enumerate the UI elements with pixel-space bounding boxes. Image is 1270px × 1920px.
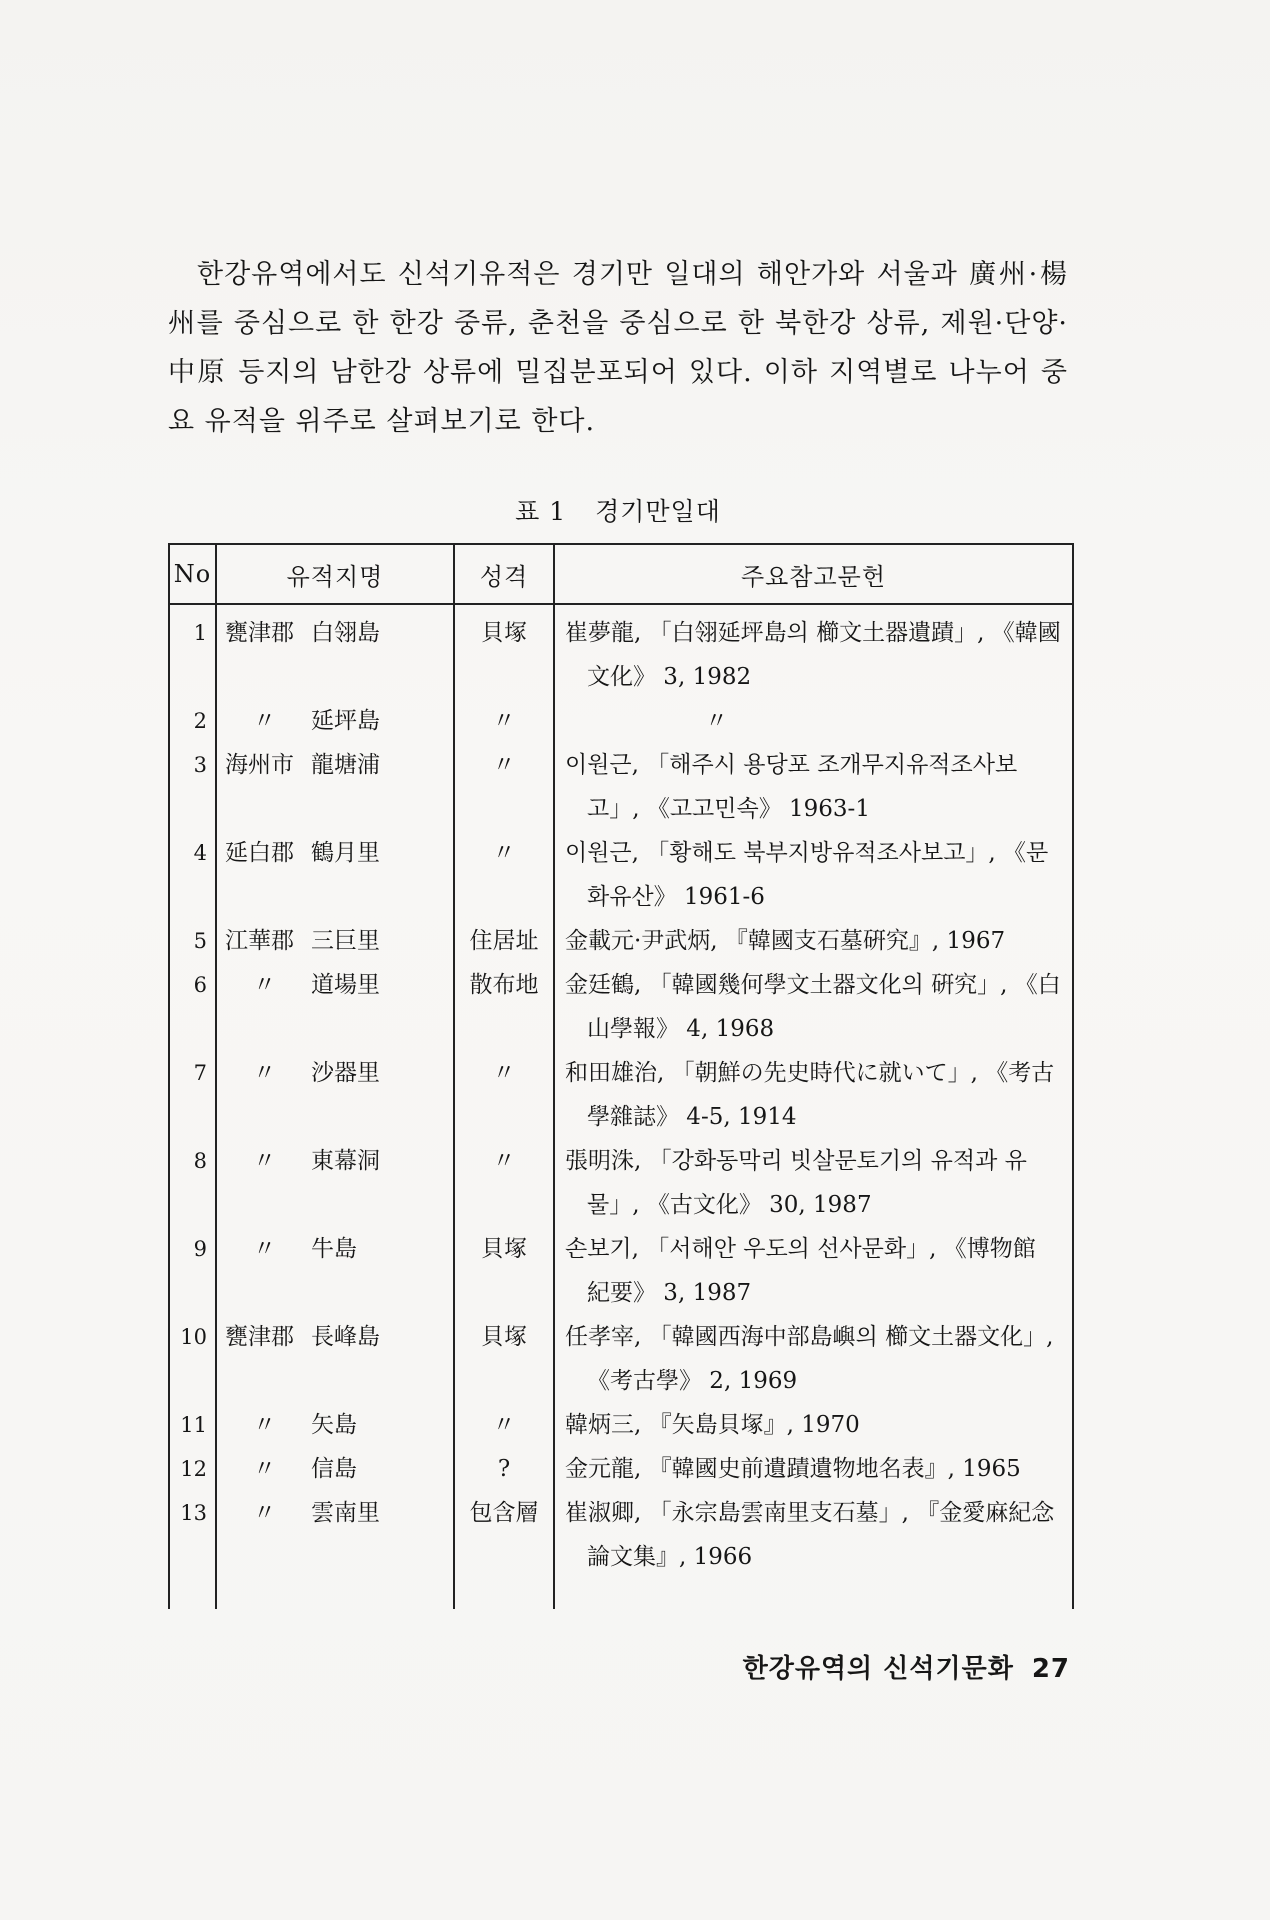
reference-line-1: 和田雄治, 「朝鮮の先史時代に就いて」, 《考古 <box>565 1060 1055 1086</box>
reference-line-1: 崔淑卿, 「永宗島雲南里支石墓」, 『金愛麻紀念 <box>565 1500 1055 1526</box>
site-place: 東幕洞 <box>311 1148 380 1174</box>
cell-type: 貝塚 <box>454 1227 554 1315</box>
cell-type: 〃 <box>454 1403 554 1447</box>
table-row <box>169 831 1073 919</box>
reference-line-1: 張明洙, 「강화동막리 빗살문토기의 유적과 유 <box>565 1148 1027 1174</box>
cell-type: 〃 <box>454 1139 554 1227</box>
site-county: 〃 <box>253 1148 276 1174</box>
site-county: 江華郡 <box>225 928 294 954</box>
table-body <box>169 604 1073 1609</box>
page-number: 27 <box>1031 1654 1070 1684</box>
cell-site <box>216 963 454 1051</box>
table-header-row <box>169 544 1073 604</box>
cell-reference <box>554 1315 1073 1403</box>
reference-line-1: 金元龍, 『韓國史前遺蹟遺物地名表』, 1965 <box>565 1456 1021 1482</box>
cell-site <box>216 1315 454 1403</box>
cell-type: 〃 <box>454 743 554 831</box>
page-footer <box>700 1648 1070 1685</box>
table-row <box>169 1447 1073 1491</box>
table-row <box>169 1403 1073 1447</box>
site-county: 延白郡 <box>225 840 294 866</box>
site-county: 甕津郡 <box>225 1324 294 1350</box>
table-row <box>169 1491 1073 1609</box>
cell-type: 住居址 <box>454 919 554 963</box>
reference-line-1: 金載元·尹武炳, 『韓國支石墓硏究』, 1967 <box>565 928 1006 954</box>
cell-type: 散布地 <box>454 963 554 1051</box>
site-county: 海州市 <box>225 752 294 778</box>
header-no: No <box>169 544 216 604</box>
site-table-wrapper <box>168 543 1072 1623</box>
cell-reference <box>554 1403 1073 1447</box>
cell-type: 包含層 <box>454 1491 554 1609</box>
reference-line-2: 《考古學》 2, 1969 <box>587 1368 798 1394</box>
cell-no: 1 <box>169 604 216 699</box>
reference-line-1: 〃 <box>705 708 728 734</box>
cell-no: 7 <box>169 1051 216 1139</box>
cell-no: 2 <box>169 699 216 743</box>
cell-no: 5 <box>169 919 216 963</box>
cell-reference <box>554 1139 1073 1227</box>
cell-reference <box>554 1051 1073 1139</box>
cell-reference <box>554 743 1073 831</box>
site-place: 三巨里 <box>311 928 380 954</box>
reference-line-2: 紀要》 3, 1987 <box>587 1280 752 1306</box>
cell-type: 貝塚 <box>454 1315 554 1403</box>
cell-site <box>216 1403 454 1447</box>
table-row <box>169 963 1073 1051</box>
reference-line-1: 任孝宰, 「韓國西海中部島嶼의 櫛文土器文化」, <box>565 1324 1054 1350</box>
site-place: 龍塘浦 <box>311 752 380 778</box>
cell-site <box>216 1051 454 1139</box>
site-county: 〃 <box>253 708 276 734</box>
reference-line-2: 論文集』, 1966 <box>587 1544 753 1570</box>
cell-no: 4 <box>169 831 216 919</box>
cell-no: 10 <box>169 1315 216 1403</box>
site-place: 道場里 <box>311 972 380 998</box>
reference-line-2: 學雜誌》 4-5, 1914 <box>587 1104 797 1130</box>
cell-site <box>216 699 454 743</box>
table-caption-label: 표 1 <box>515 497 567 526</box>
running-title: 한강유역의 신석기문화 <box>742 1654 1014 1684</box>
site-place: 延坪島 <box>311 708 380 734</box>
site-county: 〃 <box>253 1412 276 1438</box>
reference-line-1: 이원근, 「해주시 용당포 조개무지유적조사보 <box>565 752 1018 778</box>
table-row <box>169 1227 1073 1315</box>
site-county: 〃 <box>253 1456 276 1482</box>
site-county: 〃 <box>253 1060 276 1086</box>
table-caption-title: 경기만일대 <box>595 497 721 526</box>
site-place: 信島 <box>311 1456 357 1482</box>
cell-type: ? <box>454 1447 554 1491</box>
cell-type: 貝塚 <box>454 604 554 699</box>
cell-no: 12 <box>169 1447 216 1491</box>
site-county: 〃 <box>253 1500 276 1526</box>
cell-reference <box>554 1447 1073 1491</box>
reference-line-2: 山學報》 4, 1968 <box>587 1016 775 1042</box>
table-row <box>169 604 1073 699</box>
reference-line-2: 고」, 《고고민속》 1963-1 <box>587 796 870 822</box>
reference-line-1: 崔夢龍, 「白翎延坪島의 櫛文土器遺蹟」, 《韓國 <box>565 620 1061 646</box>
site-place: 沙器里 <box>311 1060 380 1086</box>
reference-line-1: 이원근, 「황해도 북부지방유적조사보고」, 《문 <box>565 840 1049 866</box>
cell-type: 〃 <box>454 831 554 919</box>
cell-site <box>216 831 454 919</box>
reference-line-1: 손보기, 「서해안 우도의 선사문화」, 《博物館 <box>565 1236 1036 1262</box>
table-row <box>169 1051 1073 1139</box>
cell-no: 13 <box>169 1491 216 1609</box>
cell-no: 11 <box>169 1403 216 1447</box>
reference-line-1: 韓炳三, 『矢島貝塚』, 1970 <box>565 1412 860 1438</box>
reference-line-1: 金廷鶴, 「韓國幾何學文土器文化의 硏究」, 《白 <box>565 972 1061 998</box>
reference-line-2: 文化》 3, 1982 <box>587 664 752 690</box>
table-row <box>169 1139 1073 1227</box>
cell-reference <box>554 699 1073 743</box>
cell-site <box>216 604 454 699</box>
cell-no: 6 <box>169 963 216 1051</box>
cell-reference <box>554 1227 1073 1315</box>
site-table <box>168 543 1074 1609</box>
table-caption <box>168 492 1068 528</box>
site-county: 甕津郡 <box>225 620 294 646</box>
reference-line-2: 화유산》 1961-6 <box>587 884 765 910</box>
site-county: 〃 <box>253 972 276 998</box>
site-place: 長峰島 <box>311 1324 380 1350</box>
cell-site <box>216 743 454 831</box>
site-place: 牛島 <box>311 1236 357 1262</box>
cell-site <box>216 919 454 963</box>
cell-no: 8 <box>169 1139 216 1227</box>
cell-site <box>216 1227 454 1315</box>
cell-reference <box>554 604 1073 699</box>
cell-reference <box>554 1491 1073 1609</box>
cell-no: 3 <box>169 743 216 831</box>
site-place: 矢島 <box>311 1412 357 1438</box>
cell-no: 9 <box>169 1227 216 1315</box>
header-type: 성격 <box>454 544 554 604</box>
site-place: 白翎島 <box>311 620 380 646</box>
cell-site <box>216 1491 454 1609</box>
site-place: 雲南里 <box>311 1500 380 1526</box>
table-row <box>169 699 1073 743</box>
table-row <box>169 919 1073 963</box>
table-row <box>169 1315 1073 1403</box>
header-ref: 주요참고문헌 <box>554 544 1073 604</box>
reference-line-2: 물」, 《古文化》 30, 1987 <box>587 1192 872 1218</box>
cell-reference <box>554 831 1073 919</box>
cell-reference <box>554 919 1073 963</box>
cell-site <box>216 1139 454 1227</box>
cell-site <box>216 1447 454 1491</box>
header-site: 유적지명 <box>216 544 454 604</box>
site-place: 鶴月里 <box>311 840 380 866</box>
cell-type: 〃 <box>454 1051 554 1139</box>
cell-reference <box>554 963 1073 1051</box>
cell-type: 〃 <box>454 699 554 743</box>
intro-paragraph: 한강유역에서도 신석기유적은 경기만 일대의 해안가와 서울과 廣州·楊州를 중심으로 한 한강 중류, 춘천을 중심으로 한 북한강 상류, 제원·단양·中原 등지의 남한강 상류에 밀집분포되어 있다. 이하 지역별로 나누어 중요 유적을 위주로 살펴보기로 한다. <box>168 259 1068 437</box>
site-county: 〃 <box>253 1236 276 1262</box>
table-row <box>169 743 1073 831</box>
